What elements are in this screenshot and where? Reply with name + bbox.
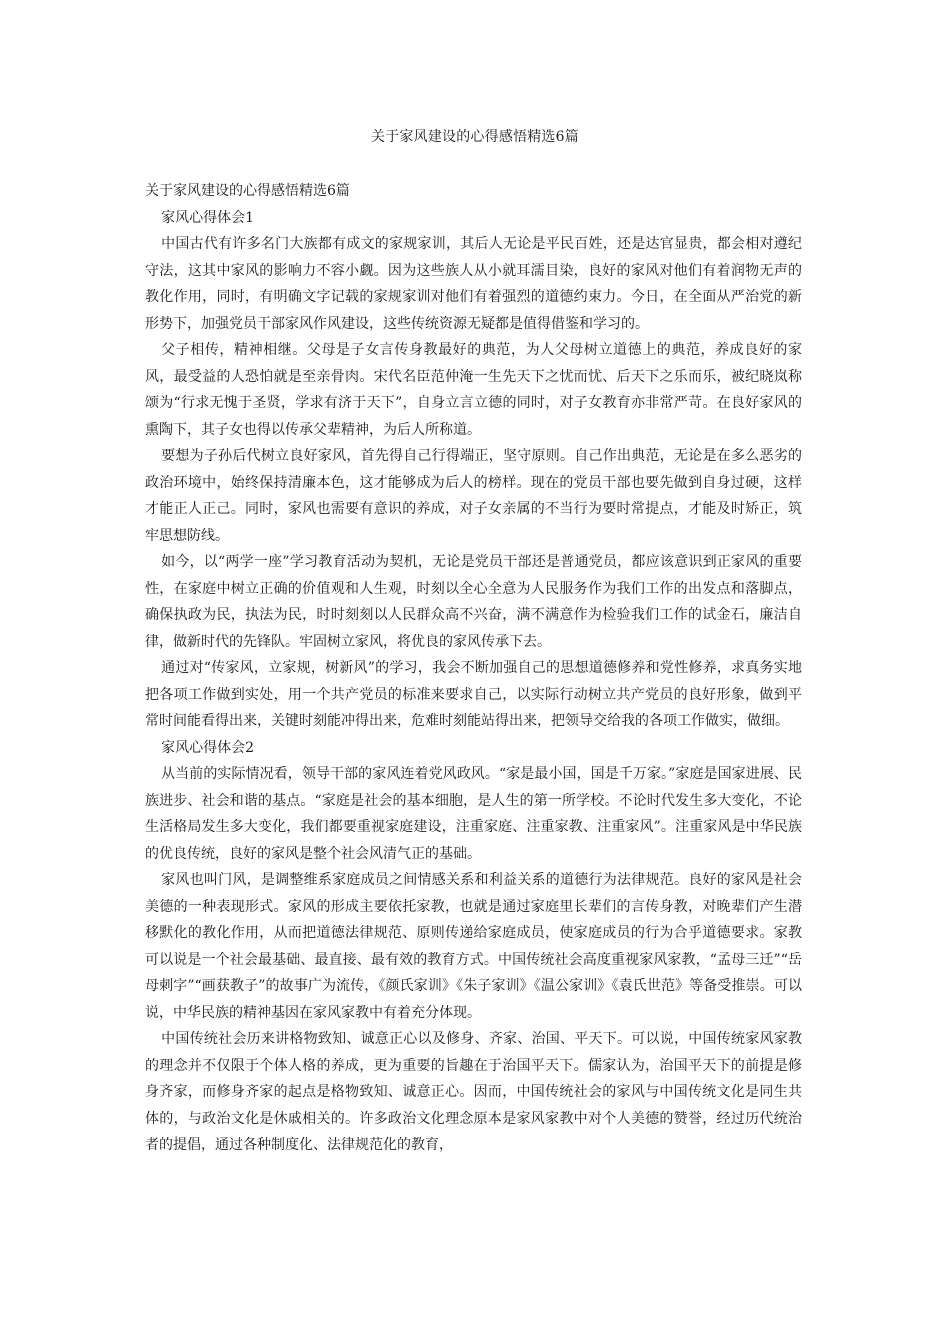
document-body bbox=[145, 178, 802, 1159]
paragraph: 要想为子孙后代树立良好家风，首先得自己行得端正，坚守原则。自己作出典范，无论是在多么恶劣的政治环境中，始终保持清廉本色，这才能够成为后人的榜样。现在的党员干部也要先做到自身过硬，这样才能正人正己。同时，家风也需要有意识的养成，对子女亲属的不当行为要时常提点，才能及时矫正，筑牢思想防线。 bbox=[145, 448, 802, 544]
paragraph: 如今，以“两学一座”学习教育活动为契机，无论是党员干部还是普通党员，都应该意识到正家风的重要性，在家庭中树立正确的价值观和人生观，时刻以全心全意为人民服务作为我们工作的出发点和落脚点，确保执政为民，执法为民，时时刻刻以人民群众高不兴奋，满不满意作为检验我们工作的试金石，廉洁自律，做新时代的先锋队。牢固树立家风，将优良的家风传承下去。 bbox=[145, 554, 802, 650]
paragraph: 中国传统社会历来讲格物致知、诚意正心以及修身、齐家、治国、平天下。可以说，中国传统家风家教的理念并不仅限于个体人格的养成，更为重要的旨趣在于治国平天下。儒家认为，治国平天下的前提是修身齐家，而修身齐家的起点是格物致知、诚意正心。因而，中国传统社会的家风与中国传统文化是同生共体的，与政治文化是休戚相关的。许多政治文化理念原本是家风家教中对个人美德的赞誉，经过历代统治者的提倡，通过各种制度化、法律规范化的教育， bbox=[145, 1031, 802, 1153]
paragraph: 父子相传，精神相继。父母是子女言传身教最好的典范，为人父母树立道德上的典范，养成良好的家风，最受益的人恐怕就是至亲骨肉。宋代名臣范仲淹一生先天下之忧而忧、后天下之乐而乐，被纪晓岚称颂为“行求无愧于圣贤，学求有济于天下”，自身立言立德的同时，对子女教育亦非常严苛。在良好家风的熏陶下，其子女也得以传承父辈精神，为后人所称道。 bbox=[145, 342, 802, 438]
section-heading: 家风心得体会1 bbox=[161, 209, 255, 226]
document-title: 关于家风建设的心得感悟精选6篇 bbox=[371, 129, 579, 145]
paragraph: 从当前的实际情况看，领导干部的家风连着党风政风。“家是最小国，国是千万家。”家庭是国家进展、民族进步、社会和谐的基点。“家庭是社会的基本细胞，是人生的第一所学校。不论时代发生多大变化，不论生活格局发生多大变化，我们都要重视家庭建设，注重家庭、注重家教、注重家风”。注重家风是中华民族的优良传统，良好的家风是整个社会风清气正的基础。 bbox=[145, 766, 802, 862]
document-subtitle: 关于家风建设的心得感悟精选6篇 bbox=[145, 183, 350, 199]
paragraph: 家风也叫门风，是调整维系家庭成员之间情感关系和利益关系的道德行为法律规范。良好的家风是社会美德的一种表现形式。家风的形成主要依托家教，也就是通过家庭里长辈们的言传身教，对晚辈们产生潜移默化的教化作用，从而把道德法律规范、原则传递给家庭成员，使家庭成员的行为合乎道德要求。家教可以说是一个社会最基础、最直接、最有效的教育方式。中国传统社会高度重视家风家教，“孟母三迁”“岳母刺字”“画获教子”的故事广为流传，《颜氏家训》《朱子家训》《温公家训》《袁氏世范》等备受推崇。可以说，中华民族的精神基因在家风家教中有着充分体现。 bbox=[145, 872, 802, 1021]
section-heading: 家风心得体会2 bbox=[161, 739, 255, 756]
paragraph: 中国古代有许多名门大族都有成文的家规家训，其后人无论是平民百姓，还是达官显贵，都会相对遵纪守法，这其中家风的影响力不容小觑。因为这些族人从小就耳濡目染，良好的家风对他们有着润物无声的教化作用，同时，有明确文字记载的家规家训对他们有着强烈的道德约束力。今日，在全面从严治党的新形势下，加强党员干部家风作风建设，这些传统资源无疑都是值得借鉴和学习的。 bbox=[145, 236, 802, 332]
paragraph: 通过对“传家风，立家规，树新风”的学习，我会不断加强自己的思想道德修养和党性修养，求真务实地把各项工作做到实处，用一个共产党员的标准来要求自己，以实际行动树立共产党员的良好形象，做到平常时间能看得出来，关键时刻能冲得出来，危难时刻能站得出来，把领导交给我的各项工作做实，做细。 bbox=[145, 660, 802, 729]
